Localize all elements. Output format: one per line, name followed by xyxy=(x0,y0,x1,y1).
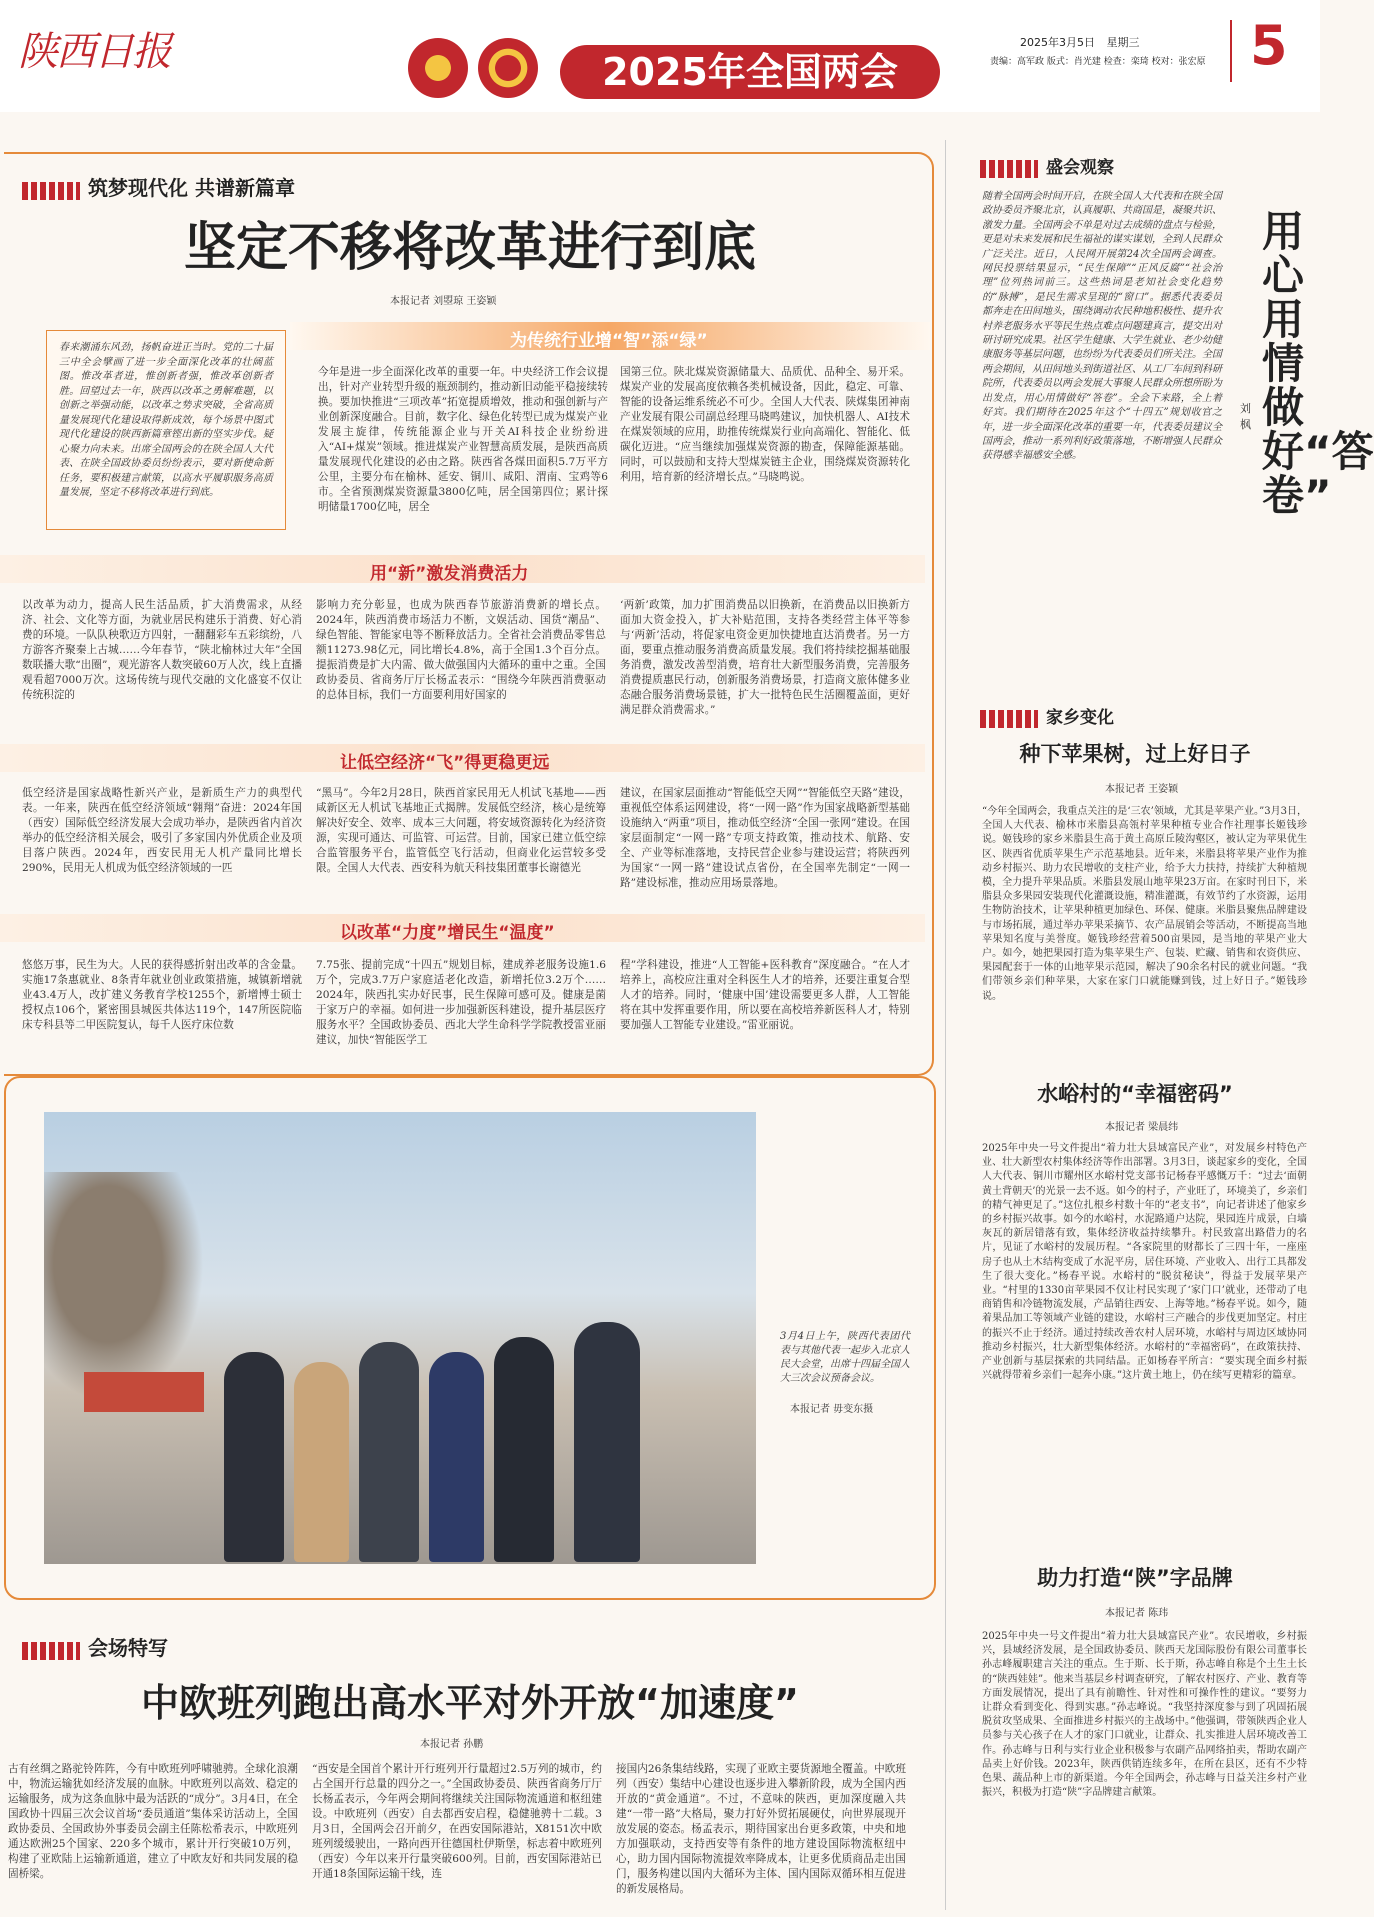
section-2-col-1: 以改革为动力，提高人民生活品质，扩大消费需求，从经济、社会、文化等方面，为就业居民构建乐于消费、好心消费的环境。一队队秧歌迈方四射，一翻翻彩车五彩缤纷，八方游客齐聚秦上古城……今年春节，“陕北榆林过大年”全国数联播大歌“出圈”，观光游客人数突破60万人次，线上直播观看超7000万次。这场传统与现代交融的文化盛宴不仅让传统积淀的 xyxy=(22,599,302,701)
section-title-3: 让低空经济“飞”得更稳更远 xyxy=(340,753,550,773)
photo-caption: 3月4日上午，陕西代表团代表与其他代表一起步入北京人民大会堂，出席十四届全国人大三次会议预备会议。 xyxy=(780,1331,910,1384)
photo-building xyxy=(84,1372,204,1412)
story-3-byline: 本报记者 陈玮 xyxy=(1105,1608,1169,1619)
observe-kicker xyxy=(980,153,1114,178)
section-3-col-1: 低空经济是国家战略性新兴产业，是新质生产力的典型代表。一年来，陕西在低空经济领域“翱翔”奋进：2024年国（西安）国际低空经济发展大会成功举办，是陕西省内首次举办的低空经济相关展会，吸引了多家国内外优质企业及项目落户陕西。2024年，西安民用无人机产量同比增长290%，民用无人机成为低空经济领域的一匹 xyxy=(22,787,302,874)
cppcc-emblem-icon xyxy=(478,38,538,98)
venue-byline: 本报记者 孙鹏 xyxy=(420,1739,484,1750)
section-1-col-1: 今年是进一步全面深化改革的重要一年。中央经济工作会议提出，针对产业转型升级的瓶颈制约，推动新旧动能平稳接续转换。要加快推进“三项改革”拓宽提质增效，推动和强创新与产业创新深度融合。目前，数字化、绿色化转型已成为煤炭产业发展主旋律，传统能源企业与开关AI科技企业纷纷进入“AI+煤炭”领域。推进煤炭产业智慧高质发展，是陕西高质量发展现代化建设的必由之路。陕西省各煤田面积5.7万平方公里，主要分布在榆林、延安、铜川、咸阳、渭南、宝鸡等6市。全省预测煤炭资源量3800亿吨，居全国第四位；累计探明储量1700亿吨，居全 xyxy=(318,366,608,513)
photo-credit: 本报记者 毋变东摄 xyxy=(790,1404,874,1415)
intro-box xyxy=(46,330,286,530)
news-photo xyxy=(44,1112,756,1564)
family-kicker xyxy=(980,703,1114,728)
section-marker-icon xyxy=(22,1642,80,1660)
section-3-col-3: 建议，在国家层面推动“智能低空天网”“智能低空天路”建设，重视低空体系运网建设，将“一网一路”作为国家战略新型基础设施纳入“两重”项目，推动低空经济“全国一张网”建设。在国家层面制定“一网一路”专项支持政策，推动技术、航路、安全、产业等标准落地，支持民营企业参与建设运营；将陕西列为国家“一网一路”建设试点省份，在全国率先制定“一网一路”建设标准，推动应用场景落地。 xyxy=(620,787,910,889)
section-marker-icon xyxy=(22,182,80,200)
section-1-col-2: 国第三位。陕北煤炭资源储量大、品质优、品种全、易开采。煤炭产业的发展高度依赖各类机械设备，因此，稳定、可靠、智能的设备运维系统必不可少。全国人大代表、陕煤集团神南产业发展有限公司副总经理马晓鸣建议，加快机器人、AI技术在煤炭领域的应用，助推传统煤炭行业向高端化、智能化、低碳化迈进。“应当继续加强煤炭资源的勘查，保障能源基础。同时，可以鼓励和支持大型煤炭链主企业，围绕煤炭资源转化利用，培育新的经济增长点。”马晓鸣说。 xyxy=(620,366,910,483)
main-headline: 坚定不移将改革进行到底 xyxy=(183,218,756,278)
story-2-text: 2025年中央一号文件提出“着力壮大县域富民产业”，对发展乡村特色产业、壮大新型农村集体经济等作出部署。3月3日，谈起家乡的变化，全国人大代表、铜川市耀州区水峪村党支部书记杨春平感慨万千：“过去‘面朝黄土背朝天’的光景一去不返。如今的村子，产业旺了，环境美了，乡亲们的精气神更足了。”这位扎根乡村数十年的“老支书”，向记者讲述了他家乡的乡村振兴故事。如今的水峪村，水泥路通户达院，果园连片成景，白墙灰瓦的新居错落有致，集体经济收益持续攀升。村民致富出路借力的名片，见证了水峪村的发展历程。“各家院里的财都长了三四十年，一座座房子也从土木结构变成了水泥平房，居住环境、产业收入、出行工具都发生了很大变化。”杨春平说。水峪村的“脱贫秘诀”，得益于发展苹果产业。“村里的1330亩苹果园不仅让村民实现了‘家门口’就业，还带动了电商销售和冷链物流发展，产品销往西安、上海等地。”杨春平说。如今，随着果品加工等领域产业链的建设，水峪村三产融合的步伐更加坚定。村庄的振兴不止于经济。通过持续改善农村人居环境，水峪村与周边区域协同推动乡村振兴，壮大新型集体经济。水峪村的“幸福密码”，在政策扶持、产业创新与基层探索的共同结晶。正如杨春平所言：“要实现全面乡村振兴就得带着乡亲们一起奔小康。”这片黄土地上，仍在续写更精彩的篇章。 xyxy=(982,1143,1307,1382)
masthead xyxy=(0,0,1320,112)
story-1-byline: 本报记者 王姿颖 xyxy=(1105,784,1179,795)
story-3-title: 助力打造“陕”字品牌 xyxy=(1037,1566,1233,1590)
newspaper-logo: 陕西日报 xyxy=(18,29,170,75)
venue-col-2: “西安是全国首个累计开行班列开行量超过2.5万列的城市，约占全国开行总量的四分之一。”全国政协委员、陕西省商务厅厅长杨孟表示，今年两会期间将继续关注国际物流通道和枢纽建设。中欧班列（西安）自去都西安启程，稳健驰骋十二载。3月3日，全国两会召开前夕，在西安国际港站，X8151次中欧班列缓缓驶出，一路向西开往德国杜伊斯堡，标志着中欧班列（西安）今年以来开行量突破600列。目前，西安国际港站已开通18条国际运输干线，连 xyxy=(312,1763,602,1880)
main-kicker xyxy=(22,172,295,201)
national-emblem-icon xyxy=(408,38,468,98)
masthead-rule xyxy=(1230,20,1232,82)
venue-kicker xyxy=(22,1632,168,1661)
sidebar-divider xyxy=(945,140,946,1910)
venue-headline: 中欧班列跑出高水平对外开放“加速度” xyxy=(141,1681,799,1725)
photo-group xyxy=(224,1322,664,1562)
section-3-col-2: “黑马”。今年2月28日，陕西首家民用无人机试飞基地——西咸新区无人机试飞基地正式揭牌。发展低空经济，核心是统筹解决好安全、效率、成本三大问题，将安域资源转化为经济资源，实现可通达、可监管、可运营。目前，国家已建立低空综合监管服务平台，监管低空飞行活动，但商业化运营较多受限。全国人大代表、西安科为航天科技集团董事长谢德光 xyxy=(316,787,606,874)
section-marker-icon xyxy=(980,160,1038,178)
section-4-col-2: 7.75张、提前完成“十四五”规划目标，建成养老服务设施1.6万个，完成3.7万户家庭适老化改造，新增托位3.2万个……2024年，陕西扎实办好民事，民生保障可感可及。健康是菌于家万户的幸福。如何进一步加强新医科建设，提升基层医疗服务水平？全国政协委员、西北大学生命科学学院教授雷亚丽建议，加快“智能医学工 xyxy=(316,959,606,1046)
observe-text: 随着全国两会时间开启，在陕全国人大代表和在陕全国政协委员齐聚北京，认真履职、共商国是，凝聚共识、激发力量。全国两会不单是对过去成绩的盘点与检验，更是对未来发展和民生福祉的谋实谋划，全到人民群众广泛关注。近日，人民网开展第24次全国两会调查。网民投票结果显示，“民生保障”“正风反腐”“社会治理”位列热词前三。这些热词是老知社会变化趋势的“脉搏”，是民生需求呈现的“窗口”。据悉代表委员都奔走在田间地头，围绕调动农民种地积极性、提升农村养老服务水平等民生热点难点问题建真言，提交出对研讨研究成果。社区学生健康、大学生就业、老少幼健康服务等基层问题，也纷纷为代表委员们所关注。全国两会期间，从田间地头到街道社区、从工厂车间到科研院所，代表委员以两会发展大事聚人民群众所想所盼为出发点，用心用情做好“答卷”。全会下来路，全上着好宾。我们期待在2025年这个“十四五”规划收官之年，进一步全面深化改革的重要一年，代表委员建议全国两会，推动一系列利好政策落地，不断增强人民群众获得感幸福感安全感。 xyxy=(982,191,1222,462)
section-2-col-2: 影响力充分彰显，也成为陕西春节旅游消费新的增长点。2024年，陕西消费市场活力不断，文娱活动、国货“潮品”、绿色智能、智能家电等不断释放活力。全省社会消费品零售总额11273.98亿元，同比增长4.8%，高于全国1.3个百分点。提振消费是扩大内需、做大做强国内大循环的重中之重。全国政协委员、省商务厅厅长杨孟表示：“围绕今年陕西消费驱动的总体目标，我们一方面要利用好国家的 xyxy=(316,599,606,701)
main-byline: 本报记者 刘曌琼 王姿颖 xyxy=(390,296,497,307)
kicker-text: 会场特写 xyxy=(88,1636,168,1660)
weekday-text: 星期三 xyxy=(1106,36,1140,49)
story-2-title: 水峪村的“幸福密码” xyxy=(1037,1082,1233,1106)
section-title-4: 以改革“力度”增民生“温度” xyxy=(340,923,555,943)
observe-vertical-title: 用心用情做好“答卷” xyxy=(1262,207,1374,520)
kicker-text: 盛会观察 xyxy=(1046,158,1114,178)
venue-col-1: 古有丝绸之路驼铃阵阵，今有中欧班列呼啸驰骋。全球化浪潮中，物流运输犹如经济发展的血脉。中欧班列以高效、稳定的运输服务，成为这条血脉中最为活跃的“成分”。3月4日，在全国政协十四届三次会议首场“委员通道”集体采访活动上，全国政协委员、全国政协外事委员会副主任陈松希表示，中欧班列通达欧洲25个国家、220多个城市，累计开行突破10万列，构建了亚欧陆上运输新通道，建立了中欧友好和共同发展的稳固桥梁。 xyxy=(8,1763,298,1880)
kicker-text: 筑梦现代化 共谱新篇章 xyxy=(88,176,295,200)
kicker-text: 家乡变化 xyxy=(1046,708,1114,728)
observe-author: 刘枫 xyxy=(1240,402,1251,431)
section-title-1: 为传统行业增“智”添“绿” xyxy=(510,331,708,351)
story-2-byline: 本报记者 梁晨纬 xyxy=(1105,1122,1179,1133)
section-title-2: 用“新”激发消费活力 xyxy=(370,564,529,584)
section-4-col-3: 程”学科建设，推进“人工智能+医科教育”深度融合。“在人才培养上，高校应注重对全科医生人才的培养，还要注重复合型人才的培养。同时，‘健康中国’建设需要更多人群，人工智能将在其中发挥重要作用，所以要在高校培养新医科人才，特别要加强人工智能专业建设。”雷亚丽说。 xyxy=(620,959,910,1031)
section-4-col-1: 悠悠万事，民生为大。人民的获得感折射出改革的含金量。实施17条惠就业、8条青年就业创业政策措施，城镇新增就业43.4万人，改扩建义务教育学校1255个，新增博士硕士授权点106个，紧密围县城医共体达119个，147所医院临床专科县等二甲医院复认，每千人医疗床位数 xyxy=(22,959,302,1031)
staff-credits: 责编：高军政 版式：肖光建 检查：栾琦 校对：张宏原 xyxy=(990,57,1206,67)
issue-date xyxy=(1020,34,1140,50)
photo-tree xyxy=(44,1172,204,1402)
story-1-text: “今年全国两会，我重点关注的是‘三农’领域，尤其是苹果产业。”3月3日，全国人大代表、榆林市米脂县高瓴村苹果种植专业合作社理事长姬钱珍说。姬钱珍的家乡米脂县生高于黄土高原丘陵沟壑区，被认定为苹果优生区、陕西省优质苹果生产示范基地县。近年来，米脂县将苹果产业作为推动乡村振兴、助力农民增收的支柱产业，给予大力扶持，持续扩大种植规模，全力提升苹果品质。米脂县发展山地苹果23万亩。在家时刊日下，米脂县众多果园安装现代化灌溉设施，精准灌溉，有效节约了水资源，运用生物防治技术，让苹果种植更加绿色、环保、健康。米脂县聚焦品牌建设与市场拓展，通过举办苹果采摘节、农产品展销会等活动，不断提高当地苹果知名度与美誉度。姬钱珍经营着500亩果园，是当地的苹果产业大户。如今，她把果园打造为集苹果生产、包装、贮藏、销售和农资供应、果园配套于一体的山地苹果示范园，解决了90余名村民的就业问题。“我们带领乡亲们种苹果，大家在家门口就能赚到钱，过上好日子。”姬钱珍说。 xyxy=(982,806,1307,1002)
story-3-text: 2025年中央一号文件提出“着力壮大县域富民产业”。农民增收，乡村振兴，县域经济发展，是全国政协委员、陕西天龙国际股份有限公司董事长孙志峰履职建言关注的重点。生于斯、长于斯，孙志峰自称是个土生土长的“陕西娃娃”。他来当基层乡村调查研究，了解农村医疗、产业、教育等方面发展情况，提出了具有前瞻性、针对性和可操作性的建议。“要努力让群众看到变化、得到实惠。”孙志峰说。“我坚持深度参与到了巩固拓展脱贫攻坚成果、全面推进乡村振兴的主战场中。”他强调，带领陕西企业人员参与关心孩子在人才的家门口就业，让群众、扎实推进人居环境改善工作。孙志峰与日利与实行业企业积极参与农副产品网络拍卖，帮助农副产品卖上好价钱。2023年，陕西供销连续多年，在所在县区，还有不少特色果、蔬品种上市的新渠道。今年全国两会，孙志峰与日益关注乡村产业振兴，积极为打造“陕”字品牌建言献策。 xyxy=(982,1631,1307,1799)
story-1-title: 种下苹果树，过上好日子 xyxy=(1019,742,1251,766)
section-marker-icon xyxy=(980,710,1038,728)
intro-text: 春来潮涌东风劲，扬帆奋进正当时。党的二十届三中全会擘画了进一步全面深化改革的壮阔蓝图。惟改革者进，惟创新者强，惟改革创新者胜。回望过去一年，陕西以改革之勇解难题，以创新之举强动能，以改革之势求突破，全省高质量发展现代化建设取得新成效，每个场景中图式现代化建设的陕西新篇章铿出新的坚实步伐。疑心聚力向未来。出席全国两会的在陕全国人大代表、在陕全国政协委员纷纷表示，要对新使命新任务，要积极建言献策，以高水平履职服务高质量发展，坚定不移将改革进行到底。 xyxy=(59,342,273,498)
venue-col-3: 接国内26条集结线路，实现了亚欧主要货源地全覆盖。中欧班列（西安）集结中心建设也逐步进入攀新阶段，成为全国内西开放的“黄金通道”。不过，不意味的陕西，更加深度融入共建“一带一路”大格局，聚力打好外贸拓展硬仗，向世界展现开放发展的姿态。杨孟表示，期待国家出台更多政策，中央和地方加强联动，支持西安等有条件的地方建设国际物流枢纽中心，助力国内国际物流提效率降成本，让更多优质商品走出国门，服务构建以国内大循环为主体、国内国际双循环相互促进的新发展格局。 xyxy=(616,1763,906,1895)
section-2-col-3: ‘两新’政策，加力扩围消费品以旧换新，在消费品以旧换新方面加大资金投入，扩大补贴范围，支持各类经营主体平等参与‘两新’活动，将促家电资金更加快捷地直达消费者。另一方面，要重点推动服务消费高质量发展。我们将持续挖掘基础服务消费，激发改善型消费，培育壮大新型服务消费，完善服务消费提质惠民行动，创新服务消费场景，打造商文旅体健多业态融合服务消费场景链，扩大一批特色民生活圈覆盖面，更好满足群众消费需求。” xyxy=(620,599,910,716)
event-banner: 2025年全国两会 xyxy=(560,45,940,99)
date-text: 2025年3月5日 xyxy=(1020,36,1095,49)
page-number: 5 xyxy=(1250,14,1288,77)
